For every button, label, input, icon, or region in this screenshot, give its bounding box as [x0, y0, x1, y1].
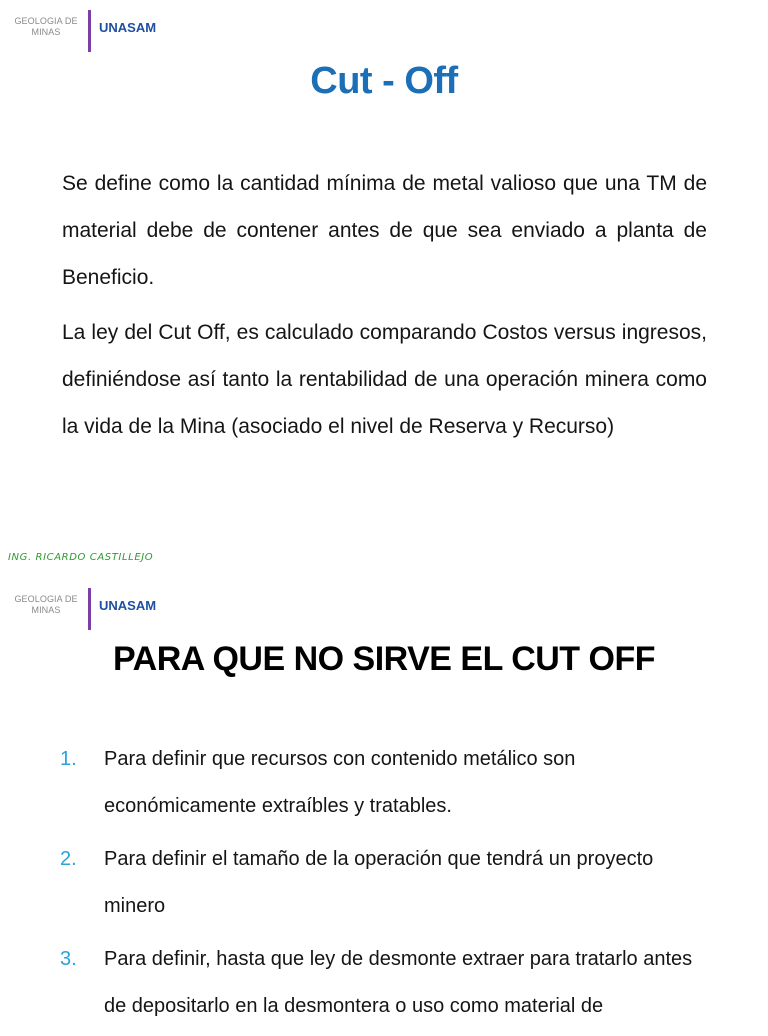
- list-item: [60, 936, 710, 1030]
- geologia-de-minas-logo: [8, 10, 84, 38]
- unasam-logo-text: UNASAM: [99, 598, 157, 613]
- logo-geologia-line1: GEOLOGIA DE: [14, 594, 78, 604]
- slide-title: PARA QUE NO SIRVE EL CUT OFF: [112, 640, 656, 678]
- logo-geologia-line2: MINAS: [31, 27, 61, 37]
- list-item-text: Para definir, hasta que ley de desmonte extraer para tratarlo antes de depositarlo en la desmontera o uso como material de: [104, 948, 693, 1017]
- logo-divider: [88, 588, 91, 630]
- logo-divider: [88, 10, 91, 52]
- header-logo: [8, 10, 156, 54]
- slide-para-que-no-sirve: [0, 578, 768, 1024]
- list-item: [60, 836, 710, 930]
- slide-title: Cut - Off: [310, 60, 458, 102]
- definition-paragraph: Se define como la cantidad mínima de metal valioso que una TM de material debe de contener antes de que sea enviado a planta de Beneficio.: [62, 172, 707, 289]
- list-item-text: Para definir el tamaño de la operación que tendrá un proyecto minero: [104, 848, 654, 917]
- logo-geologia-line2: MINAS: [31, 605, 61, 615]
- unasam-logo-text: UNASAM: [99, 20, 157, 35]
- numbered-list: [60, 736, 710, 1036]
- list-item: [60, 736, 710, 830]
- geologia-de-minas-logo: [8, 588, 84, 616]
- list-item-number: 3.: [60, 948, 77, 970]
- list-item-number: 1.: [60, 748, 77, 770]
- author-signature: ING. RICARDO CASTILLEJO: [8, 552, 154, 563]
- list-item-number: 2.: [60, 848, 77, 870]
- list-item-text: Para definir que recursos con contenido metálico son económicamente extraíbles y tratables.: [104, 748, 576, 817]
- calculation-paragraph: La ley del Cut Off, es calculado comparando Costos versus ingresos, definiéndose así tanto la rentabilidad de una operación minera como la vida de la Mina (asociado el nivel de Reserva y Recurso): [62, 321, 707, 438]
- header-logo: [8, 588, 156, 632]
- logo-geologia-line1: GEOLOGIA DE: [14, 16, 78, 26]
